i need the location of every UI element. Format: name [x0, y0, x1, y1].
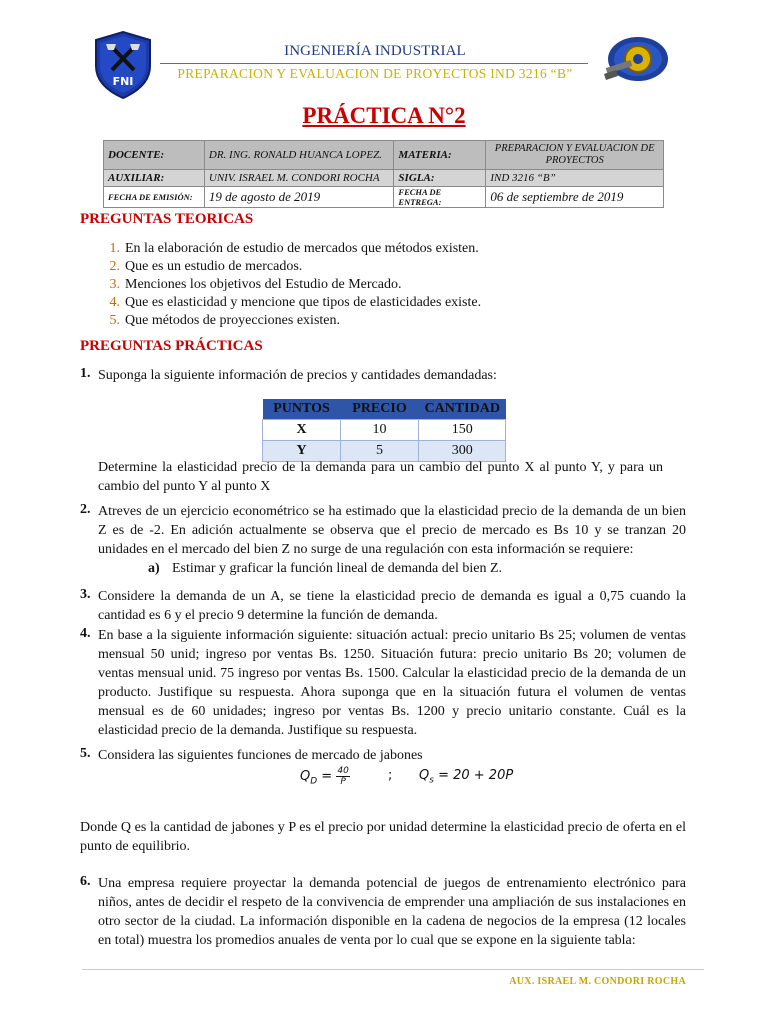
- materia-value: PREPARACION Y EVALUACION DE PROYECTOS: [486, 141, 664, 170]
- info-row-fechas: [104, 187, 664, 208]
- q5-text: Considera las siguientes funciones de mercado de jabones: [98, 748, 423, 763]
- q6-text: Una empresa requiere proyectar la demanda potencial de juegos de entrenamiento electrónico para niños, antes de decidir el respeto de la convivencia de emprender una ampliación de sus instalaciones en otro sector de la ciudad. La información disponible en la cadena de negocios de la empresa (12 locales en total) muestra los promedios anuales de venta por lo cual que se expone en la siguiente tabla:: [98, 876, 686, 948]
- industrial-logo: [600, 30, 672, 88]
- q6-number: 6.: [80, 874, 91, 889]
- header-department: INGENIERÍA INDUSTRIAL: [284, 43, 466, 59]
- list-item: 3. Menciones los objetivos del Estudio de Mercado.: [109, 277, 402, 292]
- entrega-value: 06 de septiembre de 2019: [486, 187, 664, 208]
- table-row: X 10 150: [263, 420, 506, 441]
- info-row-docente: [104, 141, 664, 170]
- footer-author: AUX. ISRAEL M. CONDORI ROCHA: [509, 976, 686, 987]
- emision-value: 19 de agosto de 2019: [204, 187, 394, 208]
- table-row: Y 5 300: [263, 441, 506, 462]
- q2-sub-label: a): [148, 561, 160, 576]
- fni-logo: [92, 30, 154, 100]
- q1-number: 1.: [80, 366, 91, 381]
- page-title: PRÁCTICA N°2: [302, 103, 466, 128]
- theory-list: [95, 240, 655, 330]
- q4-number: 4.: [80, 626, 91, 641]
- q1-table-header: [263, 399, 506, 420]
- auxiliar-value: UNIV. ISRAEL M. CONDORI ROCHA: [204, 170, 394, 187]
- demand-formula: $Q_D$ = $\frac{40}{P}$: [300, 766, 349, 787]
- auxiliar-label: AUXILIAR:: [104, 170, 205, 187]
- materia-label: MATERIA:: [394, 141, 486, 170]
- supply-formula: $Q_s = 20 + 20P$: [419, 768, 514, 786]
- docente-value: DR. ING. RONALD HUANCA LOPEZ.: [204, 141, 394, 170]
- entrega-label: FECHA DE ENTREGA:: [394, 187, 486, 208]
- q5-number: 5.: [80, 746, 91, 761]
- col-header-cantidad: CANTIDAD: [419, 399, 506, 420]
- formula-separator: ;: [388, 768, 393, 783]
- fni-logo-text: FNI: [112, 75, 134, 88]
- list-item: 5. Que métodos de proyecciones existen.: [109, 313, 340, 328]
- sigla-label: SIGLA:: [394, 170, 486, 187]
- col-header-precio: PRECIO: [341, 399, 419, 420]
- header-rule: [160, 63, 588, 64]
- q3-number: 3.: [80, 587, 91, 602]
- col-header-puntos: PUNTOS: [263, 399, 341, 420]
- formula-fraction: $\frac{40}{P}$: [337, 766, 349, 787]
- list-item: 4. Que es elasticidad y mencione que tipos de elasticidades existe.: [109, 295, 482, 310]
- q5-after: Donde Q es la cantidad de jabones y P es el precio por unidad determine la elasticidad precio de oferta en el punto de equilibrio.: [80, 820, 686, 854]
- q1-data-table: [262, 399, 506, 462]
- q3-text: Considere la demanda de un A, se tiene la elasticidad precio de demanda es igual a 0,75 cuando la cantidad es 6 y el precio 9 determine la función de demanda.: [98, 589, 686, 623]
- q2-number: 2.: [80, 502, 91, 517]
- q1-after: Determine la elasticidad precio de la demanda para un cambio del punto X al punto Y, y para un cambio del punto Y al punto X: [98, 460, 663, 494]
- practice-heading: PREGUNTAS PRÁCTICAS: [80, 338, 263, 354]
- theory-heading: PREGUNTAS TEORICAS: [80, 211, 254, 227]
- docente-label: DOCENTE:: [104, 141, 205, 170]
- sigla-value: IND 3216 “B”: [486, 170, 664, 187]
- footer-rule: [82, 969, 704, 970]
- header-course: PREPARACION Y EVALUACION DE PROYECTOS IND 3216 “B”: [177, 66, 573, 81]
- emision-label: FECHA DE EMISIÓN:: [104, 187, 205, 208]
- q4-text: En base a la siguiente información siguiente: situación actual: precio unitario Bs 25; volumen de ventas mensual 50 unid; ingreso por ventas Bs. 1250. Situación futura: precio unitario Bs 20; volumen de ventas mensual unid. 75 ingreso por ventas Bs. 1500. Calcular la elasticidad precio de la demanda de un producto. Justifique su respuesta. Ahora suponga que en la situación futura el volumen de ventas mensual es de 60 unidades; ingreso por ventas Bs. 1200 y precio unitario constante. Cuál es la elasticidad precio de la demanda. Justifique su respuesta.: [98, 628, 686, 738]
- info-row-auxiliar: [104, 170, 664, 187]
- info-table: [103, 140, 664, 208]
- q2-text: Atreves de un ejercicio econométrico se ha estimado que la elasticidad precio de la demanda de un bien Z es de -2. En adición actualmente se observa que el precio de mercado es Bs 10 y se tranzan 20 unidades en el mercado del bien Z no surge de una regulación con esta información se requiere:: [98, 504, 686, 557]
- list-item: 1. En la elaboración de estudio de mercados que métodos existen.: [109, 241, 479, 256]
- q2-sub-text: Estimar y graficar la función lineal de demanda del bien Z.: [172, 561, 503, 576]
- list-item: 2. Que es un estudio de mercados.: [109, 259, 303, 274]
- q1-intro: Suponga la siguiente información de precios y cantidades demandadas:: [98, 368, 497, 383]
